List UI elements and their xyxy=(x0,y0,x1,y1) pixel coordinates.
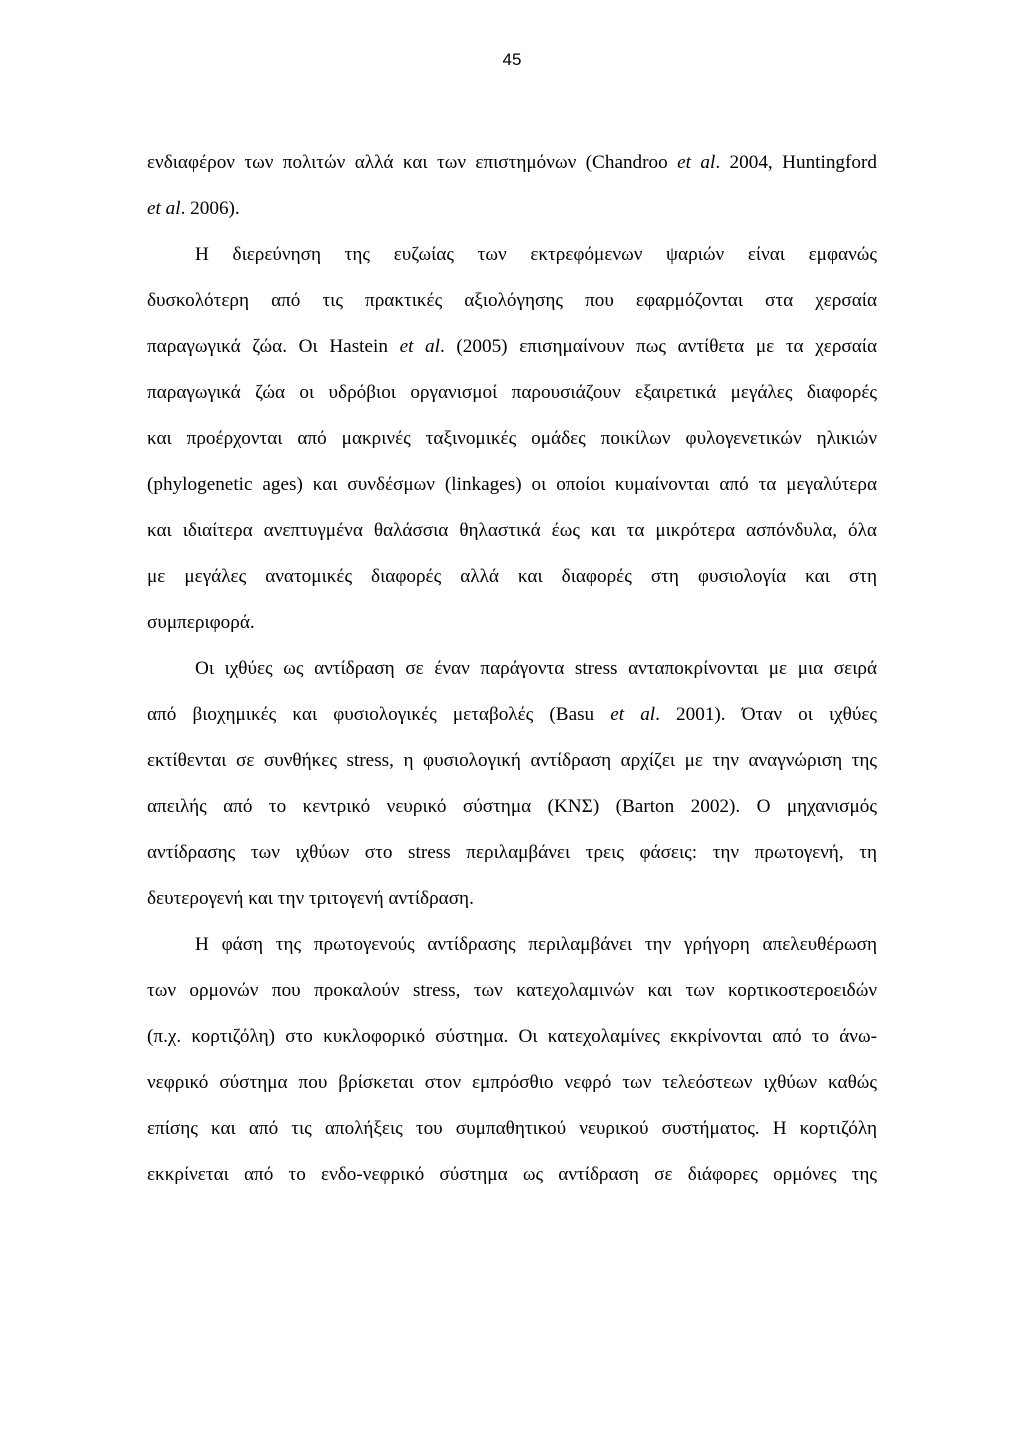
paragraph xyxy=(147,922,877,1198)
text-line: δευτερογενή και την τριτογενή αντίδραση. xyxy=(147,888,474,909)
text-line: με μεγάλες ανατομικές διαφορές αλλά και διαφορές στη φυσιολογία και στη xyxy=(147,566,877,587)
text-line: εκκρίνεται από το ενδο-νεφρικό σύστημα ως αντίδραση σε διάφορες ορμόνες της xyxy=(147,1164,877,1185)
page-number: 45 xyxy=(502,50,522,69)
text-line: απειλής από το κεντρικό νευρικό σύστημα (ΚΝΣ) (Barton 2002). Ο μηχανισμός xyxy=(147,796,877,817)
text-line: et al. 2006). xyxy=(147,198,240,219)
text-line: Η διερεύνηση της ευζωίας των εκτρεφόμενων ψαριών είναι εμφανώς xyxy=(195,244,877,265)
text-line: (phylogenetic ages) και συνδέσμων (linkages) οι οποίοι κυμαίνονται από τα μεγαλύτερα xyxy=(147,474,877,495)
text-line: Η φάση της πρωτογενούς αντίδρασης περιλαμβάνει την γρήγορη απελευθέρωση xyxy=(195,934,877,955)
text-line: (π.χ. κορτιζόλη) στο κυκλοφορικό σύστημα. Οι κατεχολαμίνες εκκρίνονται από το άνω- xyxy=(147,1026,877,1047)
text-line: και ιδιαίτερα ανεπτυγμένα θαλάσσια θηλαστικά έως και τα μικρότερα ασπόνδυλα, όλα xyxy=(147,520,877,541)
text-line: εκτίθενται σε συνθήκες stress, η φυσιολογική αντίδραση αρχίζει με την αναγνώριση της xyxy=(147,750,877,771)
paragraph xyxy=(147,646,877,922)
text-line: αντίδρασης των ιχθύων στο stress περιλαμβάνει τρεις φάσεις: την πρωτογενή, τη xyxy=(147,842,877,863)
text-line: των ορμονών που προκαλούν stress, των κατεχολαμινών και των κορτικοστεροειδών xyxy=(147,980,877,1001)
paragraph xyxy=(147,232,877,646)
text-line: Οι ιχθύες ως αντίδραση σε έναν παράγοντα stress ανταποκρίνονται με μια σειρά xyxy=(195,658,877,679)
text-line: επίσης και από τις απολήξεις του συμπαθητικού νευρικού συστήματος. Η κορτιζόλη xyxy=(147,1118,877,1139)
text-line: συμπεριφορά. xyxy=(147,612,255,633)
body-text xyxy=(147,140,877,1198)
text-line: παραγωγικά ζώα. Οι Hastein et al. (2005) επισημαίνουν πως αντίθετα με τα χερσαία xyxy=(147,336,878,357)
text-line: από βιοχημικές και φυσιολογικές μεταβολές (Basu et al. 2001). Όταν οι ιχθύες xyxy=(147,704,877,725)
text-line: δυσκολότερη από τις πρακτικές αξιολόγησης που εφαρμόζονται στα χερσαία xyxy=(147,290,877,311)
text-line: νεφρικό σύστημα που βρίσκεται στον εμπρόσθιο νεφρό των τελεόστεων ιχθύων καθώς xyxy=(147,1072,877,1093)
text-line: παραγωγικά ζώα οι υδρόβιοι οργανισμοί παρουσιάζουν εξαιρετικά μεγάλες διαφορές xyxy=(147,382,877,403)
text-line: ενδιαφέρον των πολιτών αλλά και των επιστημόνων (Chandroo et al. 2004, Huntingford xyxy=(147,152,877,173)
paragraph xyxy=(147,140,877,232)
text-line: και προέρχονται από μακρινές ταξινομικές ομάδες ποικίλων φυλογενετικών ηλικιών xyxy=(147,428,877,449)
